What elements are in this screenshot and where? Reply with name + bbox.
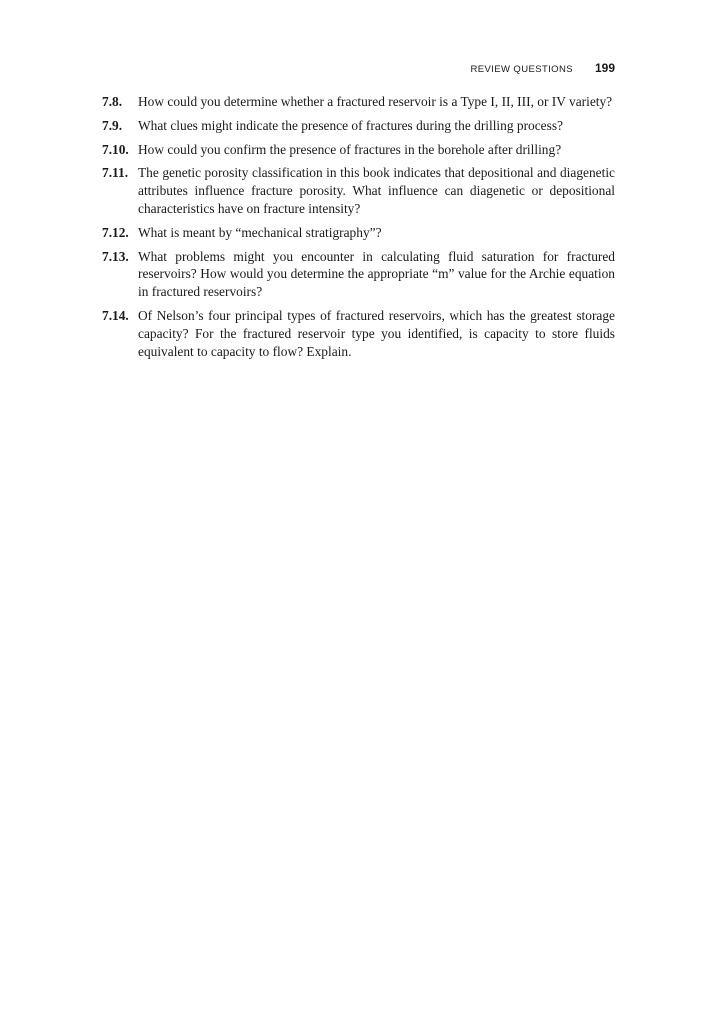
question-number: 7.10. [102,141,129,157]
question-item [102,93,615,111]
question-text: How could you determine whether a fractured reservoir is a Type I, II, III, or IV variety? [138,94,613,109]
running-head-title: REVIEW QUESTIONS [470,64,573,75]
question-number: 7.12. [102,224,129,240]
question-item [102,307,615,360]
question-item [102,164,615,217]
question-text: What clues might indicate the presence of fractures during the drilling process? [138,117,563,133]
question-text: What problems might you encounter in calculating fluid saturation for fractured reservoirs? How would you determine the appropriate “m” value for the Archie equation in fractured reservoirs? [138,248,615,300]
question-item [102,141,615,159]
question-text: How could you confirm the presence of fractures in the borehole after drilling? [138,141,562,157]
question-item [102,224,615,242]
question-text: What is meant by “mechanical stratigraphy”? [138,224,382,240]
review-questions-list [102,93,615,366]
question-text: Of Nelson’s four principal types of fractured reservoirs, which has the greatest storage capacity? For the fractured reservoir type you identified, is capacity to store fluids equivalent to capacity to flow? Explain. [138,307,615,359]
running-head [471,61,616,75]
question-item [102,248,615,301]
question-number: 7.9. [102,117,123,133]
question-number: 7.11. [102,165,129,181]
question-number: 7.14. [102,307,129,323]
question-item [102,117,615,135]
question-number: 7.13. [102,248,129,264]
question-number: 7.8. [102,94,123,109]
page-number: 199 [594,61,615,75]
question-text: The genetic porosity classification in this book indicates that depositional and diagenetic attributes influence fracture porosity. What influence can diagenetic or depositional characteristics have on fracture intensity? [138,165,615,216]
